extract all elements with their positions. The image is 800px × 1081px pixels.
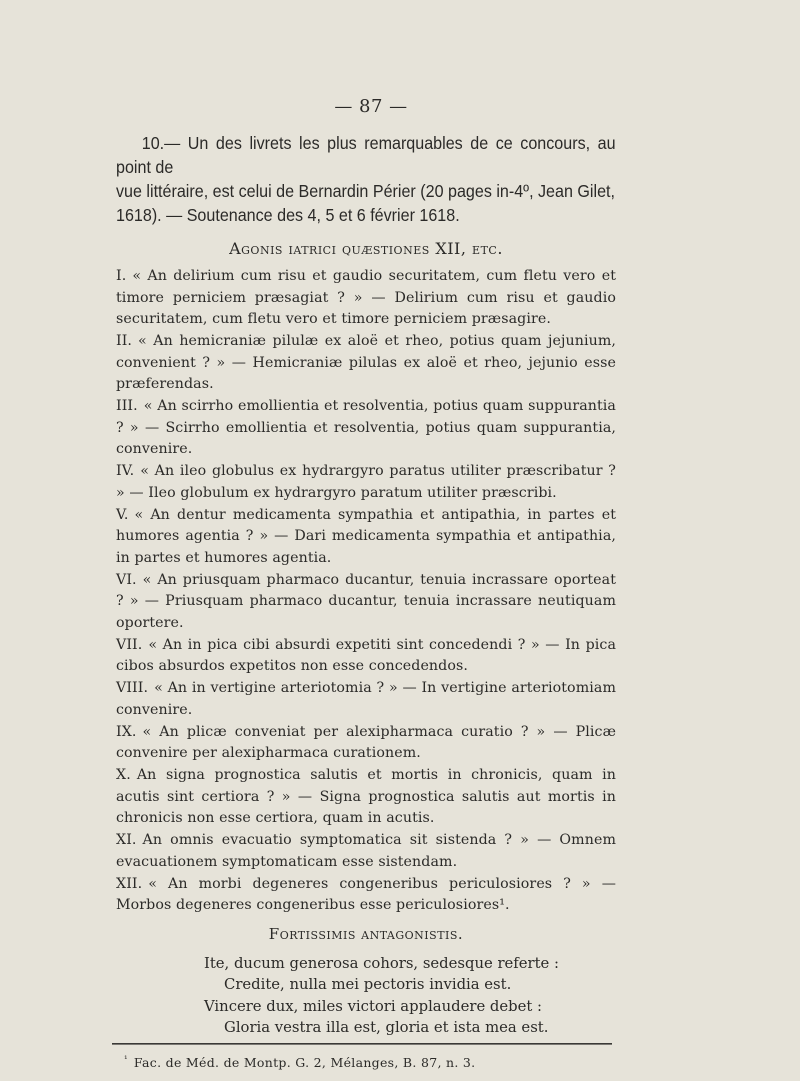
questions-list: [116, 266, 616, 917]
question-text: An omnis evacuatio symptomatica sit sistenda ? » — Omnem evacuationem symptomaticam esse sistendam.: [116, 832, 616, 870]
question-item: [116, 570, 616, 635]
question-text: « An hemicraniæ pilulæ ex aloë et rheo, potius quam jejunium, convenient ? » — Hemicraniæ pilulas ex aloë et rheo, jejunio esse præferendas.: [116, 333, 616, 392]
question-text: « An ileo globulus ex hydrargyro paratus utiliter præscribatur ? » — Ileo globulum ex hydrargyro paratum utiliter præscribi.: [116, 463, 616, 501]
footnote-divider: [112, 1043, 612, 1045]
question-number: XI.: [116, 832, 137, 848]
question-number: I.: [116, 268, 127, 284]
question-item: [116, 331, 616, 396]
intro-paragraph: [116, 131, 616, 227]
footnote-mark: ¹: [124, 1054, 128, 1065]
intro-line: 1618). — Soutenance des 4, 5 et 6 février 1618.: [116, 205, 460, 225]
verse-line: Gloria vestra illa est, gloria et ista mea est.: [224, 1019, 549, 1036]
question-item: [116, 635, 616, 678]
question-text: « An scirrho emollientia et resolventia, potius quam suppurantia ? » — Scirrho emollientia et resolventia, potius quam suppurantia, convenire.: [116, 398, 616, 457]
question-number: VII.: [116, 636, 143, 653]
question-text: « An morbi degeneres congeneribus periculosiores ? » — Morbos degeneres congeneribus esse periculosiores¹.: [116, 875, 616, 913]
question-text: « An in pica cibi absurdi expetiti sint concedendi ? » — In pica cibos absurdos expetitos non esse concedendos.: [116, 636, 616, 674]
question-text: « An plicæ conveniat per alexipharmaca curatio ? » — Plicæ convenire per alexipharmaca curationem.: [116, 723, 616, 761]
verse-block: [204, 953, 616, 1039]
footnote-text: Fac. de Méd. de Montp. G. 2, Mélanges, B. 87, n. 3.: [133, 1054, 476, 1070]
verse-line: Ite, ducum generosa cohors, sedesque referte :: [204, 954, 559, 972]
section-heading: Agonis iatrici quæstiones XII, etc.: [229, 239, 503, 258]
question-number: X.: [116, 767, 131, 783]
question-text: « An delirium cum risu et gaudio securitatem, cum fletu vero et timore perniciem præsagiat ? » — Delirium cum risu et gaudio securitatem, cum fletu vero et timore perniciem præsagire.: [116, 268, 616, 327]
question-number: IV.: [116, 463, 135, 479]
verse-line: Credite, nulla mei pectoris invidia est.: [224, 976, 512, 993]
question-text: « An priusquam pharmaco ducantur, tenuia incrassare oporteat ? » — Priusquam pharmaco ducantur, tenuia incrassare neutiquam oportere.: [116, 571, 616, 631]
question-number: XII.: [116, 875, 143, 892]
question-item: [116, 266, 616, 331]
question-item: [116, 505, 616, 570]
question-text: « An in vertigine arteriotomia ? » — In vertigine arteriotomiam convenire.: [116, 680, 616, 718]
question-item: [116, 765, 616, 830]
question-item: [116, 461, 616, 504]
question-text: « An dentur medicamenta sympathia et antipathia, in partes et humores agentia ? » — Dari medicamenta sympathia et antipathia, in partes et humores agentia.: [116, 506, 616, 566]
question-number: IX.: [116, 723, 137, 740]
verse-line: Vincere dux, miles victori applaudere debet :: [204, 997, 543, 1015]
question-item: [116, 874, 616, 917]
question-item: [116, 678, 616, 721]
footnote: [124, 1055, 616, 1070]
question-number: III.: [116, 398, 138, 414]
question-item: [116, 830, 616, 873]
page-content: [116, 96, 616, 1070]
question-number: VI.: [116, 571, 137, 588]
question-item: [116, 722, 616, 765]
intro-line: 10.— Un des livrets les plus remarquables de ce concours, au point de: [116, 133, 616, 177]
question-number: V.: [116, 506, 129, 523]
page-number: — 87 —: [334, 96, 408, 117]
intro-line: vue littéraire, est celui de Bernardin Périer (20 pages in-4º, Jean Gilet,: [116, 181, 615, 201]
question-text: An signa prognostica salutis et mortis in chronicis, quam in acutis sint certiora ? » — Signa prognostica salutis aut mortis in chronicis non esse certiora, quam in acutis.: [116, 767, 616, 826]
antagonists-heading: Fortissimis antagonistis.: [268, 924, 464, 943]
question-number: VIII.: [116, 680, 149, 696]
question-item: [116, 396, 616, 461]
question-number: II.: [116, 333, 133, 349]
